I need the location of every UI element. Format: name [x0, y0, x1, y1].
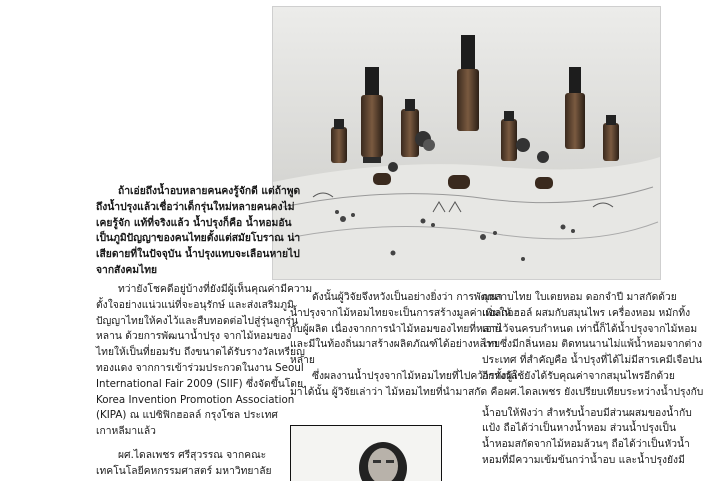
body-line: และมีในท้องถิ่นมาสร้างผลิตภัณฑ์ได้อย่างหลาก	[290, 338, 498, 351]
lead-line: ถ้าเอ่ยถึงน้ำอบหลายคนคงรู้จักดี แต่ถ้าพูด	[118, 185, 301, 197]
body-line: น้ำอบให้ฟังว่า สำหรับน้ำอบมีส่วนผสมของน้ำกับ	[482, 406, 692, 419]
body-line: ไทยซึ่งมีกลิ่นหอม ติดทนนานไม่แพ้น้ำหอมจากต่าง	[482, 338, 702, 351]
body-line: น้ำปรุงจากไม้หอมไทยจะเป็นการสร้างมูลค่าเพิ่มให้	[290, 306, 512, 319]
body-line: แป้ง ถือได้ว่าเป็นหางน้ำหอม ส่วนน้ำปรุงเป็น	[482, 422, 676, 435]
body-line: แอลกอฮอล์ ผสมกับสมุนไพร เครื่องหอม หมักทิ้ง	[482, 306, 691, 319]
body-line: ทว่ายังโชคดีอยู่บ้างที่ยังมีผู้เห็นคุณค่ามีความ	[118, 283, 313, 295]
body-line: เอาไว้จนครบกำหนด เท่านี้ก็ได้น้ำปรุงจากไม้หอม	[482, 322, 698, 335]
lead-line: เสียดายที่ในปัจจุบัน น้ำปรุงแทบจะเลือนหายไป	[96, 248, 300, 261]
body-line: ประเทศ ที่สำคัญคือ น้ำปรุงที่ได้ไม่มีสารเคมีเจือปน	[482, 354, 703, 367]
body-line: เทคโนโลยีคหกรรมศาสตร์ มหาวิทยาลัย	[96, 464, 272, 477]
body-line: มาได้นั้น ผู้วิจัยเล่าว่า ไม้หอมไทยที่นำมาสกัด คือ	[290, 385, 504, 398]
lead-line: ถึงน้ำปรุงแล้วเชื่อว่าเด็กรุ่นใหม่หลายคนคงไม่	[96, 200, 295, 213]
column-1-body	[96, 282, 312, 480]
body-line	[96, 440, 312, 448]
body-line: (KIPA) ณ แปซิฟิกฮอลล์ กรุงโซล ประเทศ	[96, 409, 278, 422]
body-line: ตั้งใจอย่างแน่วแน่ที่จะอนุรักษ์ และส่งเสริมภูมิ	[96, 298, 294, 311]
body-line: ปัญญาไทยให้คงไว้และสืบทอดต่อไปสู่รุ่นลูกรุ่น	[96, 314, 299, 327]
body-line: หลาย	[290, 354, 315, 367]
body-line: หอมที่มีความเข้มข้นกว่าน้ำอบ และน้ำปรุงยังมี	[482, 453, 685, 466]
body-line: ผศ.ไดลเพชร ยังเปรียบเทียบระหว่างน้ำปรุงกับ	[504, 385, 704, 398]
lead-line: เคยรู้จัก แท้ที่จริงแล้ว น้ำปรุงก็คือ น้ำหอมอัน	[96, 216, 292, 229]
lead-paragraph	[96, 184, 300, 279]
body-line: ทองแดง จากการเข้าร่วมประกวดในงาน Seoul	[96, 361, 304, 374]
body-line: ผศ.ไดลเพชร ศรีสุวรรณ จากคณะ	[118, 448, 267, 461]
body-line: ดังนั้นผู้วิจัยจึงหวังเป็นอย่างยิ่งว่า การพัฒนา	[312, 291, 503, 303]
body-line: กับผู้ผลิต เนื่องจากการนำไม้หอมของไทยที่หลาย	[290, 322, 501, 335]
lead-line: จากสังคมไทย	[96, 263, 158, 276]
body-line: Korea Invention Promotion Association	[96, 393, 295, 406]
body-line: หลาน ด้วยการพัฒนาน้ำปรุง จากไม้หอมของ	[96, 330, 292, 343]
body-line: เกาหลีมาแล้ว	[96, 425, 156, 438]
researcher-portrait	[290, 425, 442, 481]
lead-line: เป็นภูมิปัญญาของคนไทยตั้งแต่สมัยโบราณ น่า	[96, 232, 301, 245]
body-line: ไทยให้เป็นที่ยอมรับ ถึงขนาดได้รับรางวัลเหรียญ	[96, 346, 305, 359]
body-line: ซึ่งผลงานน้ำปรุงจากไม้หอมไทยที่ไปคว้ารางวัล	[312, 369, 518, 382]
body-line: International Fair 2009 (SIIF) ซึ่งจัดขึ้นโดย	[96, 377, 304, 390]
column-3-body	[482, 290, 703, 469]
body-line: กุหลาบไทย ใบเตยหอม ดอกจำปี มาสกัดด้วย	[482, 291, 677, 303]
body-line: อีกทั้งผู้ใช้ยังได้รับคุณค่าจากสมุนไพรอีกด้วย	[482, 369, 675, 382]
perfume-bottles-photo	[272, 6, 661, 280]
body-line: น้ำหอมสกัดจากไม้หอมล้วนๆ ถือได้ว่าเป็นหัวน้ำ	[482, 438, 690, 451]
